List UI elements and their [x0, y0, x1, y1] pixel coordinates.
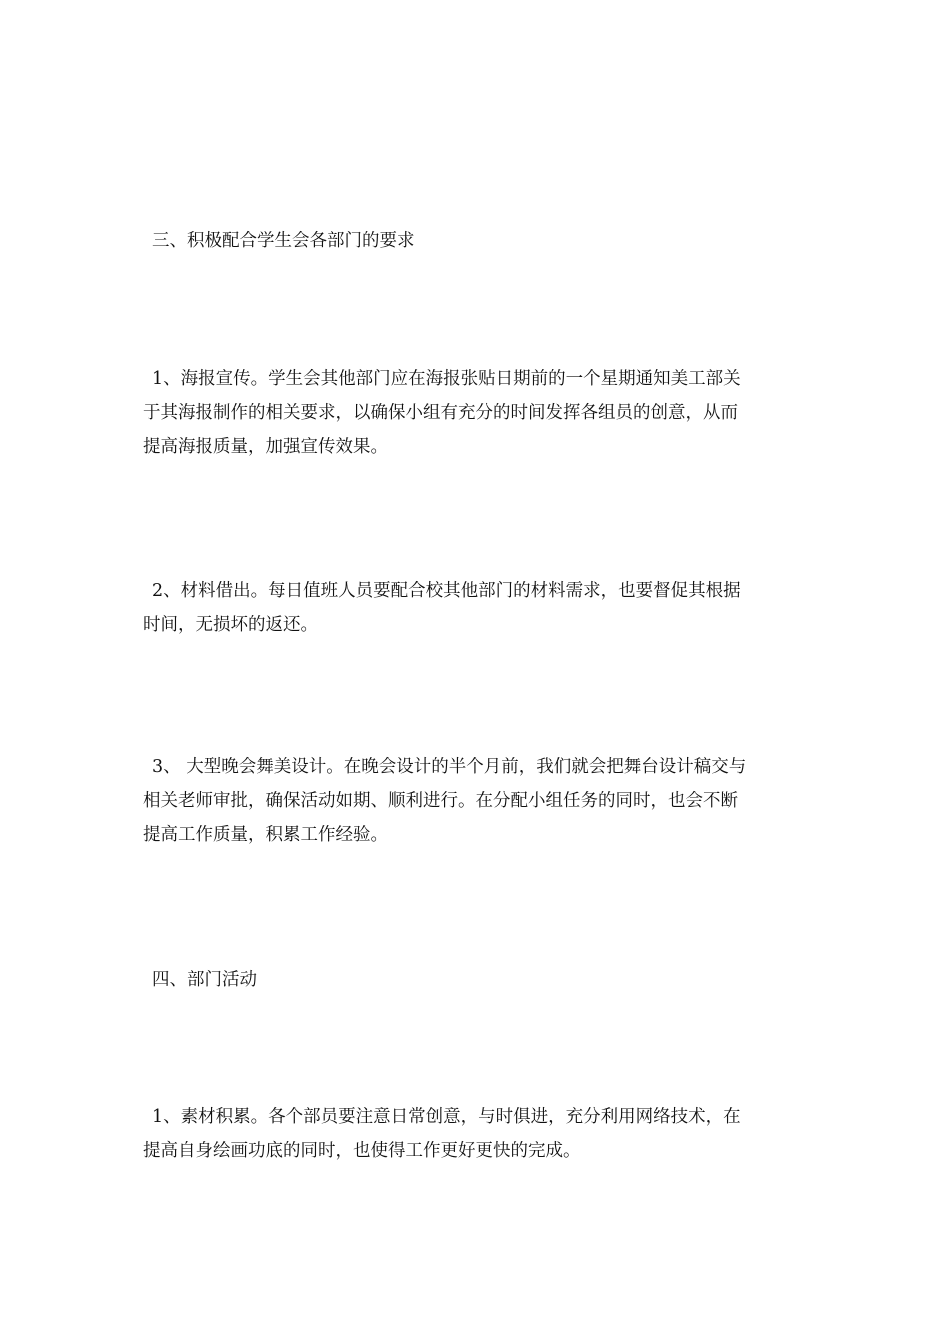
paragraph-line: 1、海报宣传。学生会其他部门应在海报张贴日期前的一个星期通知美工部关: [152, 369, 741, 389]
section-heading-four: [143, 963, 808, 997]
heading-text: 四、部门活动: [152, 970, 257, 990]
paragraph-line: 相关老师审批，确保活动如期、顺利进行。在分配小组任务的同时，也会不断: [143, 791, 738, 811]
paragraph-line: 1、素材积累。各个部员要注意日常创意，与时俱进，充分利用网络技术，在: [152, 1107, 741, 1127]
paragraph-poster-promotion: [143, 362, 808, 464]
paragraph-stage-design: [143, 750, 808, 852]
paragraph-line: 2、材料借出。每日值班人员要配合校其他部门的材料需求，也要督促其根据: [152, 581, 741, 601]
paragraph-material-lending: [143, 574, 808, 642]
section-heading-three: [143, 224, 808, 258]
paragraph-line: 提高海报质量，加强宣传效果。: [143, 437, 388, 457]
paragraph-line: 提高自身绘画功底的同时，也使得工作更好更快的完成。: [143, 1141, 581, 1161]
paragraph-material-accumulation: [143, 1100, 808, 1168]
paragraph-line: 于其海报制作的相关要求，以确保小组有充分的时间发挥各组员的创意，从而: [143, 403, 738, 423]
paragraph-line: 时间，无损坏的返还。: [143, 615, 318, 635]
paragraph-line: 3、 大型晚会舞美设计。在晚会设计的半个月前，我们就会把舞台设计稿交与: [152, 757, 747, 777]
paragraph-line: 提高工作质量，积累工作经验。: [143, 825, 388, 845]
heading-text: 三、积极配合学生会各部门的要求: [152, 231, 415, 251]
